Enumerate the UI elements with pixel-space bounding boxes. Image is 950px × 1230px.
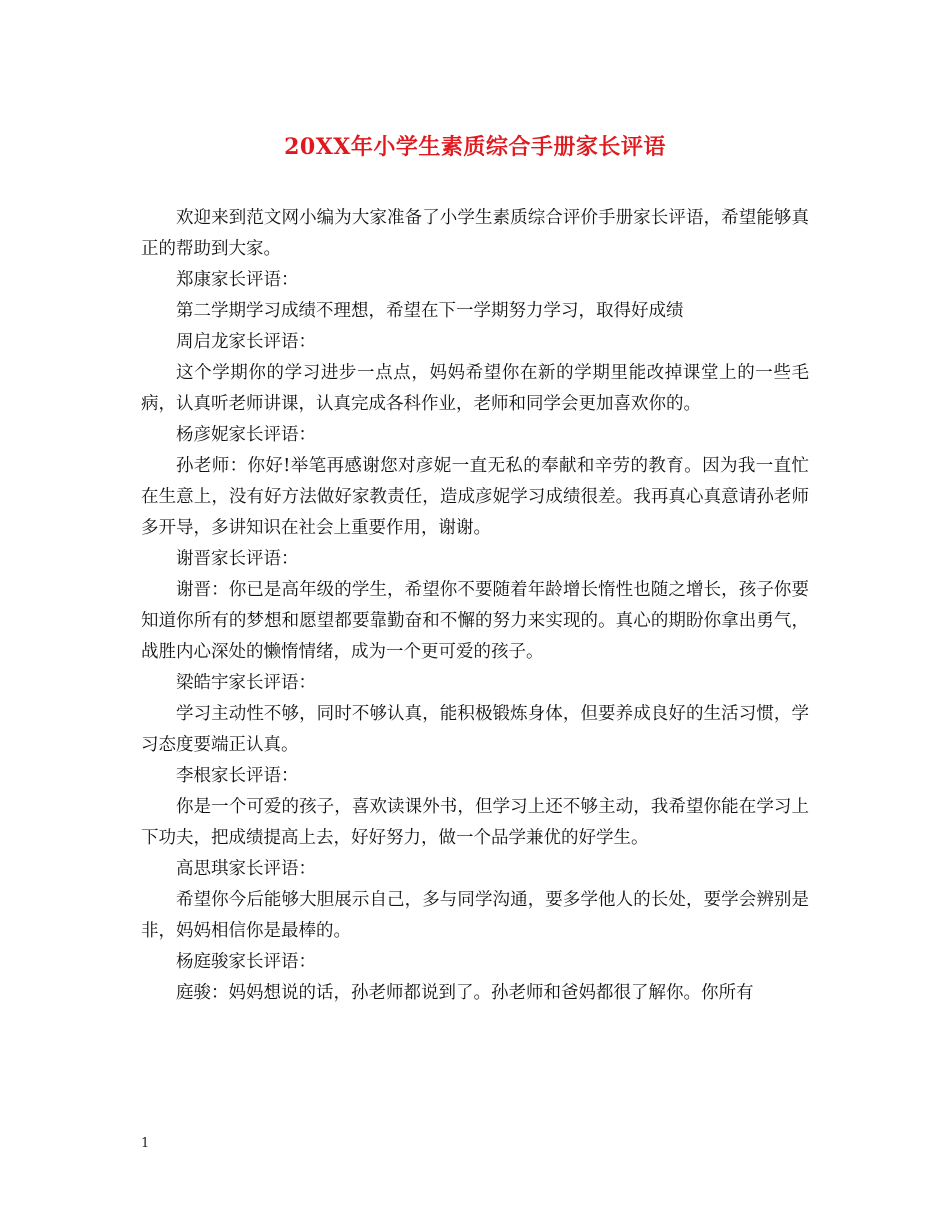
document-body xyxy=(141,203,809,1009)
comment-heading: 杨庭骏家长评语： xyxy=(176,952,316,972)
comment-heading: 谢晋家长评语： xyxy=(176,549,299,569)
document-title: 20XX年小学生素质综合手册家长评语 xyxy=(284,134,666,160)
comment-heading: 李根家长评语： xyxy=(176,766,299,786)
page-number: 1 xyxy=(141,1136,150,1151)
comment-text: 孙老师：你好!举笔再感谢您对彦妮一直无私的奉献和辛劳的教育。因为我一直忙在生意上，没有好方法做好家教责任，造成彦妮学习成绩很差。我再真心真意请孙老师多开导，多讲知识在社会上重要作用，谢谢。 xyxy=(141,456,809,538)
comment-heading: 郑康家长评语： xyxy=(176,270,299,290)
comment-text: 谢晋：你已是高年级的学生，希望你不要随着年龄增长惰性也随之增长，孩子你要知道你所有的梦想和愿望都要靠勤奋和不懈的努力来实现的。真心的期盼你拿出勇气，战胜内心深处的懒惰情绪，成为一个更可爱的孩子。 xyxy=(141,580,809,662)
comment-heading: 杨彦妮家长评语： xyxy=(176,425,316,445)
comment-text: 第二学期学习成绩不理想，希望在下一学期努力学习，取得好成绩 xyxy=(176,301,684,321)
comment-text: 你是一个可爱的孩子，喜欢读课外书，但学习上还不够主动，我希望你能在学习上下功夫，把成绩提高上去，好好努力，做一个品学兼优的好学生。 xyxy=(141,797,809,848)
comment-heading: 周启龙家长评语： xyxy=(176,332,316,352)
intro-paragraph: 欢迎来到范文网小编为大家准备了小学生素质综合评价手册家长评语，希望能够真正的帮助到大家。 xyxy=(141,208,809,259)
comment-text: 学习主动性不够，同时不够认真，能积极锻炼身体，但要养成良好的生活习惯，学习态度要端正认真。 xyxy=(141,704,809,755)
comment-text: 这个学期你的学习进步一点点，妈妈希望你在新的学期里能改掉课堂上的一些毛病，认真听老师讲课，认真完成各科作业，老师和同学会更加喜欢你的。 xyxy=(141,363,809,414)
comment-text: 庭骏：妈妈想说的话，孙老师都说到了。孙老师和爸妈都很了解你。你所有 xyxy=(176,983,754,1003)
comment-text: 希望你今后能够大胆展示自己，多与同学沟通，要多学他人的长处，要学会辨别是非，妈妈相信你是最棒的。 xyxy=(141,890,809,941)
comment-heading: 高思琪家长评语： xyxy=(176,859,316,879)
comment-heading: 梁皓宇家长评语： xyxy=(176,673,316,693)
